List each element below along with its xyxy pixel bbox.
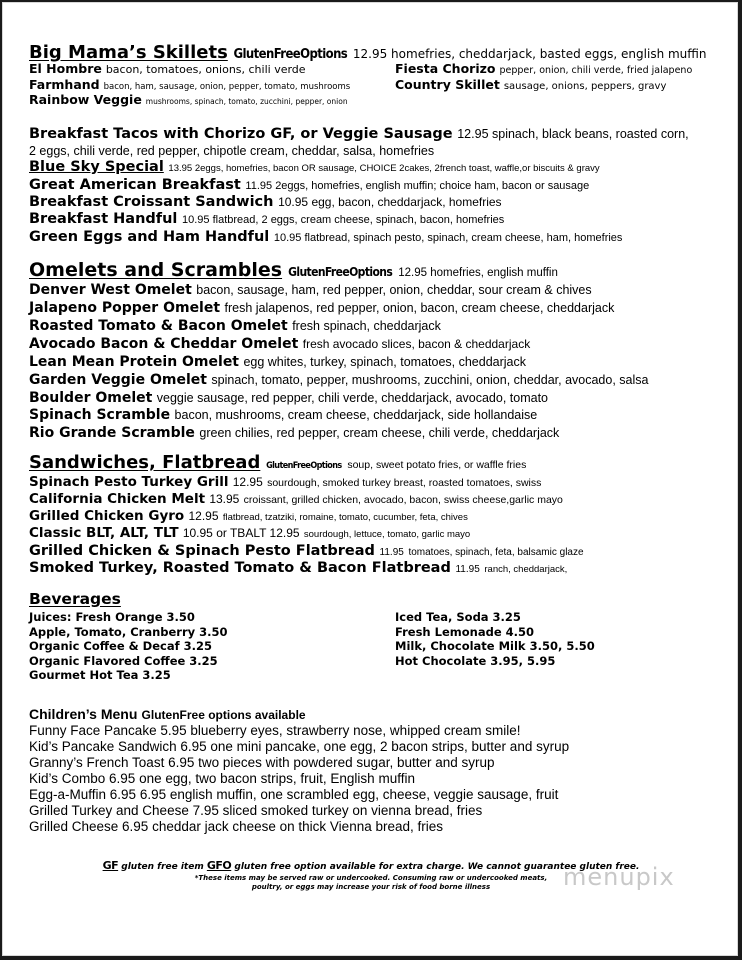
item-desc: bacon, tomatoes, onions, chili verde	[105, 63, 306, 76]
item-name: California Chicken Melt	[29, 491, 206, 507]
item-desc: flatbread, tzatziki, romaine, tomato, cucumber, feta, chives	[222, 512, 468, 523]
beverage-item: Milk, Chocolate Milk 3.50, 5.50	[395, 639, 595, 653]
children-subtitle: GlutenFree options available	[141, 708, 306, 722]
item-name: El Hombre	[29, 61, 102, 76]
omelets-description: 12.95 homefries, english muffin	[398, 267, 558, 279]
item-name: Great American Breakfast	[29, 177, 241, 193]
kids-item: Granny’s French Toast 6.95 two pieces with powdered sugar, butter and syrup	[29, 755, 495, 770]
gluten-free-options-label: GlutenFreeOptions	[233, 47, 348, 62]
menu-item	[29, 493, 563, 507]
item-desc: 10.95 egg, bacon, cheddarjack, homefries	[278, 195, 502, 209]
raw-food-warning-line2: poultry, or eggs may increase your risk of food borne illness	[251, 883, 491, 891]
item-desc: sourdough, lettuce, tomato, garlic mayo	[303, 529, 471, 540]
item-desc: ranch, cheddarjack,	[484, 564, 568, 575]
item-desc: pepper, onion, chili verde, fried jalapeno	[499, 65, 693, 76]
item-desc-continued: 2 eggs, chili verde, red pepper, chipotle cream, cheddar, salsa, homefries	[29, 144, 435, 158]
menu-page	[2, 2, 738, 956]
item-name: Spinach Pesto Turkey Grill	[29, 474, 229, 490]
menu-item	[29, 337, 530, 351]
menu-item	[29, 426, 559, 440]
item-desc: bacon, sausage, ham, red pepper, onion, cheddar, sour cream & chives	[196, 283, 592, 297]
item-price: 11.95	[455, 564, 480, 575]
section-title-beverages: Beverages	[29, 590, 121, 608]
item-name: Denver West Omelet	[29, 282, 192, 298]
beverage-item: Fresh Lemonade 4.50	[395, 625, 534, 639]
item-price: 13.95	[209, 492, 240, 506]
gfo-mark-icon: GFO	[206, 859, 232, 872]
section-title-children: Children’s Menu	[29, 706, 138, 722]
menu-item	[29, 408, 537, 422]
menu-item	[29, 301, 614, 315]
skillets-description: 12.95 homefries, cheddarjack, basted eggs, english muffin	[352, 47, 707, 61]
item-name: Grilled Chicken & Spinach Pesto Flatbread	[29, 543, 375, 559]
children-header	[29, 707, 306, 722]
item-desc: sourdough, smoked turkey breast, roasted tomatoes, swiss	[267, 477, 542, 489]
item-price: 10.95 or TBALT 12.95	[182, 526, 300, 540]
item-name: Garden Veggie Omelet	[29, 372, 207, 388]
beverage-item: Gourmet Hot Tea 3.25	[29, 668, 171, 682]
menu-item	[29, 63, 306, 76]
menu-item	[29, 391, 548, 405]
kids-item: Egg-a-Muffin 6.95 6.95 english muffin, one scrambled egg, cheese, veggie sausage, fruit	[29, 787, 559, 802]
item-name: Blue Sky Special	[29, 159, 164, 175]
item-name: Smoked Turkey, Roasted Tomato & Bacon Flatbread	[29, 560, 451, 576]
item-price: 12.95	[188, 509, 219, 523]
beverage-item: Organic Coffee & Decaf 3.25	[29, 639, 212, 653]
item-desc: 12.95 spinach, black beans, roasted corn,	[457, 127, 689, 141]
gf-mark-icon: GF	[102, 859, 119, 872]
section-title-omelets: Omelets and Scrambles	[29, 259, 283, 281]
item-price: 11.95	[379, 547, 404, 558]
item-desc: bacon, ham, sausage, onion, pepper, tomato, mushrooms	[103, 82, 351, 92]
item-name: Roasted Tomato & Bacon Omelet	[29, 318, 288, 334]
menu-item	[29, 373, 648, 387]
item-desc: 11.95 2eggs, homefries, english muffin; choice ham, bacon or sausage	[245, 180, 590, 192]
menu-item	[29, 127, 689, 142]
item-name: Grilled Chicken Gyro	[29, 508, 185, 524]
item-desc: fresh avocado slices, bacon & cheddarjack	[302, 337, 531, 351]
kids-item: Grilled Turkey and Cheese 7.95 sliced smoked turkey on vienna bread, fries	[29, 803, 483, 818]
menu-item	[29, 230, 622, 245]
menu-item	[29, 178, 589, 193]
item-desc: sausage, onions, peppers, gravy	[503, 81, 667, 92]
item-name: Farmhand	[29, 77, 100, 92]
beverage-item: Apple, Tomato, Cranberry 3.50	[29, 625, 228, 639]
menu-item	[29, 544, 584, 559]
item-name: Rio Grande Scramble	[29, 425, 195, 441]
menu-item	[395, 63, 692, 76]
gf-legend-text: gluten free item	[121, 862, 204, 872]
section-title-sandwiches: Sandwiches, Flatbread	[29, 452, 261, 473]
menu-item	[29, 160, 600, 175]
menu-item	[29, 212, 504, 227]
raw-food-warning-line1: *These items may be served raw or undercooked. Consuming raw or undercooked meats,	[194, 874, 548, 882]
item-name: Country Skillet	[395, 77, 500, 92]
item-name: Breakfast Tacos with Chorizo GF, or Veggie Sausage	[29, 126, 453, 142]
item-name: Boulder Omelet	[29, 390, 153, 406]
menu-item	[29, 561, 567, 576]
menu-item	[29, 355, 526, 369]
menu-item	[29, 476, 541, 490]
item-price: 12.95	[232, 475, 263, 489]
kids-item: Kid’s Pancake Sandwich 6.95 one mini pancake, one egg, 2 bacon strips, butter and syrup	[29, 739, 570, 754]
item-desc: fresh jalapenos, red pepper, onion, bacon, cream cheese, cheddarjack	[224, 301, 615, 315]
sandwiches-header	[29, 454, 526, 472]
menu-item	[29, 510, 468, 524]
item-desc: egg whites, turkey, spinach, tomatoes, cheddarjack	[243, 355, 527, 369]
item-name: Breakfast Croissant Sandwich	[29, 194, 274, 210]
item-desc: 10.95 flatbread, 2 eggs, cream cheese, spinach, bacon, homefries	[182, 214, 505, 226]
beverage-item: Hot Chocolate 3.95, 5.95	[395, 654, 556, 668]
gluten-free-options-label: GlutenFreeOptions	[288, 265, 393, 279]
kids-item: Funny Face Pancake 5.95 blueberry eyes, strawberry nose, whipped cream smile!	[29, 723, 521, 738]
sandwiches-description: soup, sweet potato fries, or waffle fries	[347, 459, 527, 471]
beverage-item: Juices: Fresh Orange 3.50	[29, 610, 195, 624]
menu-item	[29, 527, 470, 541]
item-desc: fresh spinach, cheddarjack	[292, 319, 441, 333]
gluten-free-options-label: GlutenFreeOptions	[266, 461, 342, 471]
beverage-item: Iced Tea, Soda 3.25	[395, 610, 521, 624]
menu-item	[29, 79, 350, 92]
item-desc: 10.95 flatbread, spinach pesto, spinach, cream cheese, ham, homefries	[273, 232, 623, 244]
gfo-legend-text: gluten free option available for extra charge. We cannot guarantee gluten free.	[234, 862, 640, 872]
item-desc: 13.95 2eggs, homefries, bacon OR sausage, CHOICE 2cakes, 2french toast, waffle,or biscuits & gravy	[168, 163, 600, 174]
menu-item	[395, 79, 666, 92]
menu-item	[29, 94, 348, 107]
item-desc: bacon, mushrooms, cream cheese, cheddarjack, side hollandaise	[174, 408, 538, 422]
item-desc: veggie sausage, red pepper, chili verde, cheddarjack, avocado, tomato	[156, 391, 548, 405]
item-name: Lean Mean Protein Omelet	[29, 354, 239, 370]
kids-item: Kid’s Combo 6.95 one egg, two bacon strips, fruit, English muffin	[29, 771, 415, 786]
menu-item	[29, 319, 441, 333]
item-name: Spinach Scramble	[29, 407, 171, 423]
item-name: Breakfast Handful	[29, 211, 178, 227]
item-name: Green Eggs and Ham Handful	[29, 229, 270, 245]
item-desc: mushrooms, spinach, tomato, zucchini, pepper, onion	[145, 97, 348, 106]
menu-item	[29, 283, 592, 297]
item-desc: green chilies, red pepper, cream cheese, chili verde, cheddarjack	[199, 426, 560, 440]
item-desc: spinach, tomato, pepper, mushrooms, zucchini, onion, cheddar, avocado, salsa	[211, 373, 649, 387]
beverage-item: Organic Flavored Coffee 3.25	[29, 654, 218, 668]
menu-item	[29, 195, 502, 210]
omelets-header	[29, 261, 558, 280]
item-name: Rainbow Veggie	[29, 92, 142, 107]
kids-item: Grilled Cheese 6.95 cheddar jack cheese on thick Vienna bread, fries	[29, 819, 443, 834]
item-name: Avocado Bacon & Cheddar Omelet	[29, 336, 299, 352]
item-name: Classic BLT, ALT, TLT	[29, 525, 179, 541]
watermark-logo: menupix	[563, 863, 675, 891]
section-title-skillets: Big Mama’s Skillets	[29, 42, 228, 63]
skillets-header	[29, 44, 707, 62]
item-name: Jalapeno Popper Omelet	[29, 300, 221, 316]
item-desc: croissant, grilled chicken, avocado, bacon, swiss cheese,garlic mayo	[243, 494, 563, 506]
item-name: Fiesta Chorizo	[395, 61, 496, 76]
item-desc: tomatoes, spinach, feta, balsamic glaze	[408, 547, 584, 558]
